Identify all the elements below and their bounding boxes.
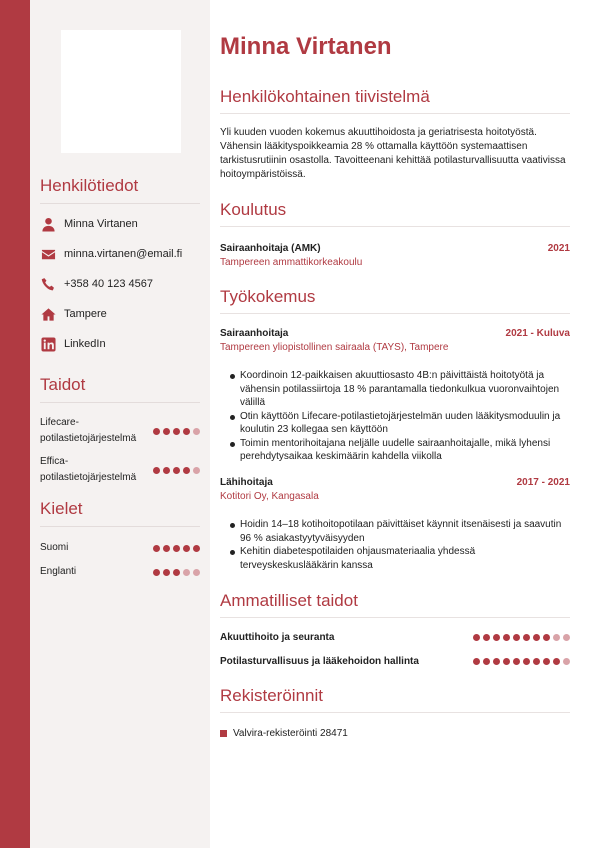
language-label: Englanti <box>40 566 77 577</box>
rating-dot-filled <box>533 658 540 665</box>
experience-role: Sairaanhoitaja <box>220 328 289 339</box>
experience-entry-head <box>220 477 570 488</box>
experience-bullets <box>240 369 570 464</box>
rating-dot-filled <box>503 658 510 665</box>
pro-skill-label: Akuuttihoito ja seuranta <box>220 632 335 643</box>
experience-bullets <box>240 518 570 572</box>
list-item: Toimin mentorihoitajana neljälle uudelle sairaanhoitajalle, mikä lyhensi perehdytysaikaa keskimäärin kahdella viikolla <box>240 437 570 464</box>
language-label: Suomi <box>40 542 69 553</box>
experience-dates: 2017 - 2021 <box>516 477 570 488</box>
candidate-name: Minna Virtanen <box>220 33 392 60</box>
pro-skill-rating <box>473 634 570 641</box>
contact-location <box>40 306 107 322</box>
rating-dot-filled <box>493 658 500 665</box>
divider <box>220 313 570 314</box>
rating-dot-empty <box>563 634 570 641</box>
rating-dot-filled <box>493 634 500 641</box>
rating-dot-empty <box>193 467 200 474</box>
envelope-icon <box>40 246 56 262</box>
education-entry-head <box>220 243 570 254</box>
skill-row <box>40 454 200 486</box>
rating-dot-filled <box>513 634 520 641</box>
accent-bar <box>0 0 30 848</box>
contact-phone-text: +358 40 123 4567 <box>64 278 154 290</box>
rating-dot-filled <box>473 658 480 665</box>
user-icon <box>40 216 56 232</box>
rating-dot-empty <box>553 634 560 641</box>
registration-text: Valvira-rekisteröinti 28471 <box>233 728 348 739</box>
rating-dot-empty <box>193 569 200 576</box>
experience-employer: Kotitori Oy, Kangasala <box>220 491 319 502</box>
rating-dot-empty <box>193 428 200 435</box>
rating-dot-filled <box>163 428 170 435</box>
contact-phone[interactable] <box>40 276 153 292</box>
list-item: Otin käyttöön Lifecare-potilastietojärjestelmän uuden lääkitysmoduulin ja koulutin 23 kollegaa sen käyttöön <box>240 410 570 437</box>
registration-item <box>220 728 348 739</box>
rating-dot-filled <box>163 569 170 576</box>
sidebar <box>30 0 210 848</box>
rating-dot-filled <box>153 569 160 576</box>
pro-skill-row <box>220 656 570 667</box>
divider <box>220 113 570 114</box>
summary-title: Henkilökohtainen tiivistelmä <box>220 87 430 106</box>
rating-dot-filled <box>173 467 180 474</box>
rating-dot-filled <box>483 658 490 665</box>
language-row <box>40 540 200 556</box>
contact-location-text: Tampere <box>64 308 107 320</box>
skill-row <box>40 415 200 447</box>
rating-dot-empty <box>183 569 190 576</box>
rating-dot-filled <box>513 658 520 665</box>
list-item: Koordinoin 12-paikkaisen akuuttiosasto 4B:n päivittäistä hoitotyötä ja vähensin potilassiirtoja 18 % parantamalla tiedonkulkua vuoronvaihtojen välillä <box>240 369 570 410</box>
rating-dot-filled <box>523 658 530 665</box>
experience-role: Lähihoitaja <box>220 477 273 488</box>
rating-dot-filled <box>173 569 180 576</box>
personal-info-title: Henkilötiedot <box>40 176 139 195</box>
skill-label: Lifecare-potilastietojärjestelmä <box>40 417 137 444</box>
rating-dot-filled <box>183 467 190 474</box>
divider <box>40 203 200 204</box>
rating-dot-filled <box>533 634 540 641</box>
education-year: 2021 <box>547 243 570 254</box>
experience-dates: 2021 - Kuluva <box>505 328 570 339</box>
pro-skill-row <box>220 632 570 643</box>
experience-employer: Tampereen yliopistollinen sairaala (TAYS), Tampere <box>220 342 449 353</box>
rating-dot-filled <box>483 634 490 641</box>
skill-label: Effica-potilastietojärjestelmä <box>40 456 137 483</box>
rating-dot-empty <box>563 658 570 665</box>
rating-dot-filled <box>153 467 160 474</box>
contact-linkedin[interactable] <box>40 336 106 352</box>
pro-skills-title: Ammatilliset taidot <box>220 591 358 610</box>
contact-email-text: minna.virtanen@email.fi <box>64 248 183 260</box>
rating-dot-filled <box>543 634 550 641</box>
rating-dot-filled <box>193 545 200 552</box>
divider <box>40 526 200 527</box>
divider <box>220 712 570 713</box>
divider <box>220 226 570 227</box>
list-item: Kehitin diabetespotilaiden ohjausmateriaalia yhdessä terveyskeskuslääkärin kanssa <box>240 545 570 572</box>
linkedin-icon <box>40 336 56 352</box>
education-title: Koulutus <box>220 200 287 219</box>
rating-dot-filled <box>163 545 170 552</box>
rating-dot-filled <box>473 634 480 641</box>
rating-dot-filled <box>153 428 160 435</box>
experience-entry-head <box>220 328 570 339</box>
rating-dot-filled <box>183 428 190 435</box>
profile-photo-placeholder <box>61 30 181 153</box>
pro-skill-label: Potilasturvallisuus ja lääkehoidon hallinta <box>220 656 419 667</box>
divider <box>220 617 570 618</box>
language-rating <box>153 545 200 552</box>
contact-name-text: Minna Virtanen <box>64 218 138 230</box>
rating-dot-filled <box>543 658 550 665</box>
rating-dot-filled <box>163 467 170 474</box>
contact-linkedin-text: LinkedIn <box>64 338 106 350</box>
rating-dot-filled <box>183 545 190 552</box>
list-item: Hoidin 14–18 kotihoitopotilaan päivittäiset käynnit itsenäisesti ja saavutin 96 % asiakastyytyväisyyden <box>240 518 570 545</box>
skill-rating <box>153 467 200 474</box>
language-row <box>40 564 200 580</box>
contact-email[interactable] <box>40 246 182 262</box>
education-degree: Sairaanhoitaja (AMK) <box>220 243 321 254</box>
home-icon <box>40 306 56 322</box>
rating-dot-filled <box>523 634 530 641</box>
experience-title: Työkokemus <box>220 287 316 306</box>
summary-text: Yli kuuden vuoden kokemus akuuttihoidosta ja geriatrisesta hoitotyöstä. Vähensin lääkityspoikkeamia 28 % ottamalla käyttöön systemaattisen tarkistusrutiinin osastolla. Tavoitteenani kehittää potilasturvallisuutta vaativissa hoitoympäristöissä. <box>220 127 566 180</box>
square-bullet-icon <box>220 730 227 737</box>
language-rating <box>153 569 200 576</box>
rating-dot-filled <box>503 634 510 641</box>
rating-dot-filled <box>553 658 560 665</box>
languages-title: Kielet <box>40 499 83 518</box>
rating-dot-filled <box>173 428 180 435</box>
rating-dot-filled <box>153 545 160 552</box>
skill-rating <box>153 428 200 435</box>
divider <box>40 402 200 403</box>
rating-dot-filled <box>173 545 180 552</box>
education-school: Tampereen ammattikorkeakoulu <box>220 257 363 268</box>
contact-name <box>40 216 138 232</box>
registrations-title: Rekisteröinnit <box>220 686 323 705</box>
pro-skill-rating <box>473 658 570 665</box>
skills-title: Taidot <box>40 375 86 394</box>
phone-icon <box>40 276 56 292</box>
